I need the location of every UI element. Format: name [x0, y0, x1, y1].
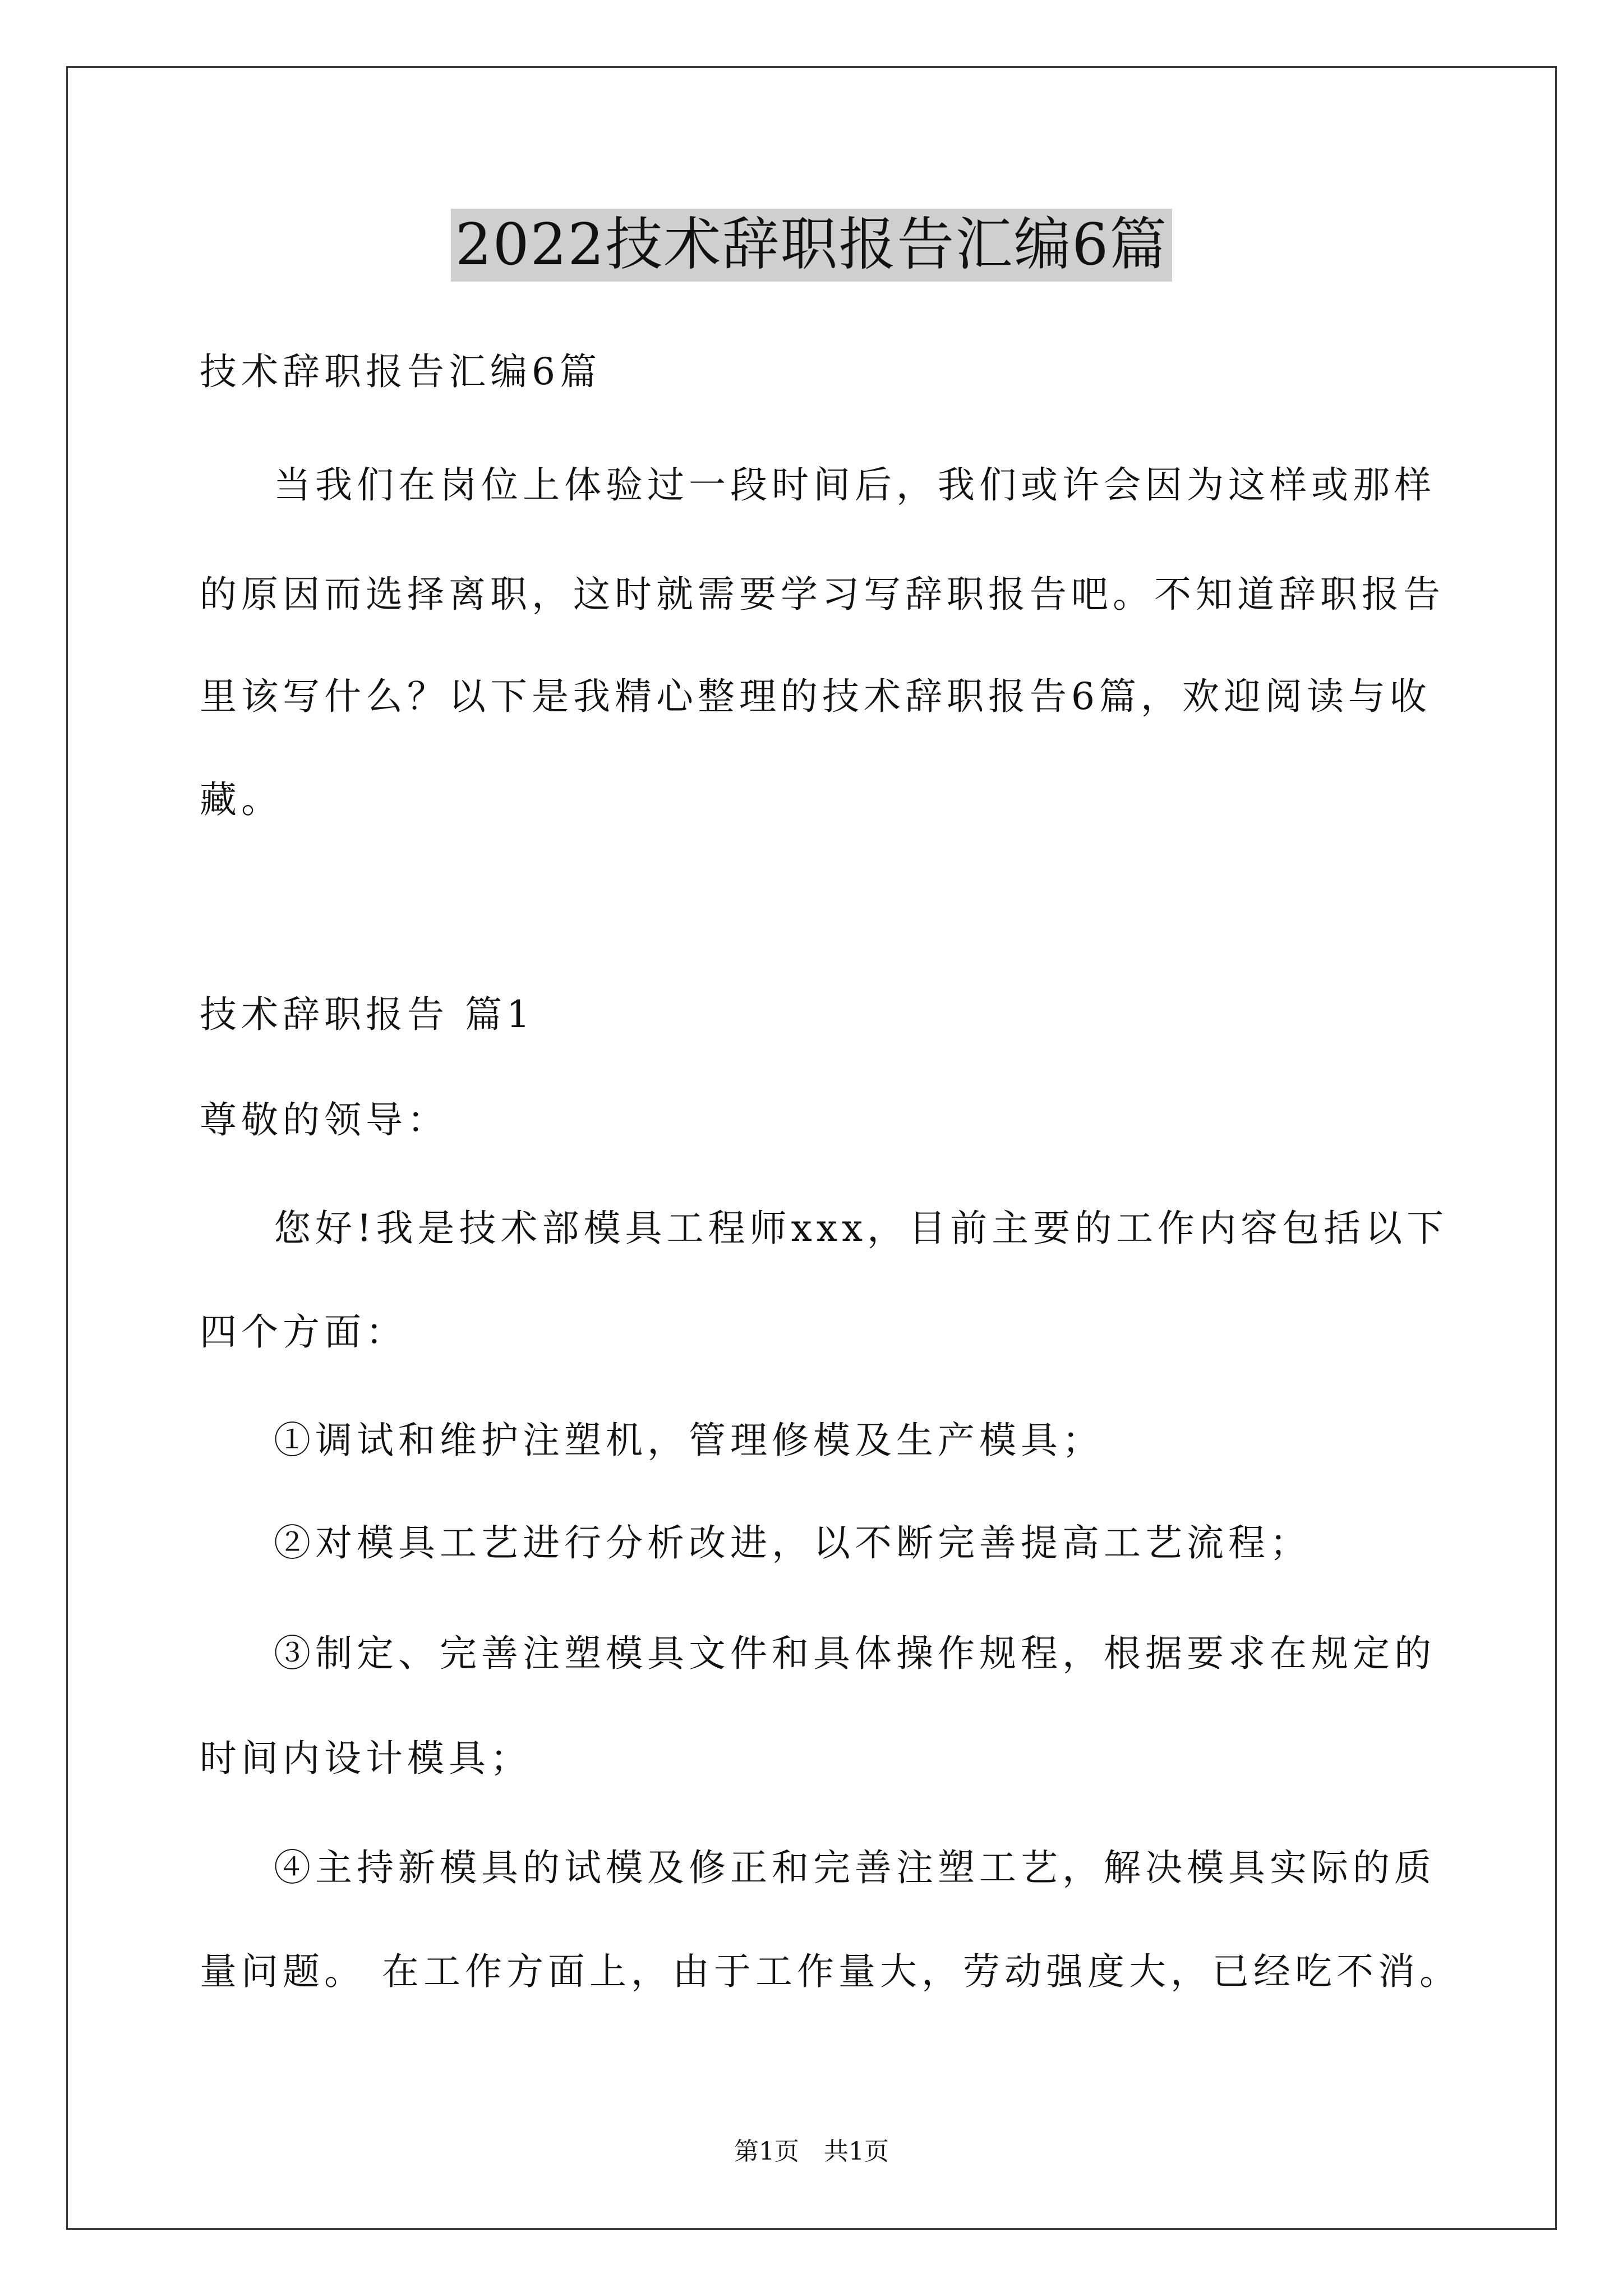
list-item-continuation: 量问题。 在工作方面上，由于工作量大，劳动强度大，已经吃不消。 [200, 1950, 1461, 1993]
paragraph-line: 里该写什么？以下是我精心整理的技术辞职报告6篇，欢迎阅读与收 [200, 675, 1431, 718]
paragraph-line: 藏。 [200, 778, 283, 821]
salutation: 尊敬的领导： [200, 1098, 449, 1142]
page-footer: 第1页 共1页 [734, 2137, 889, 2166]
list-item: ②对模具工艺进行分析改进，以不断完善提高工艺流程； [274, 1521, 1311, 1565]
title-container [0, 209, 1623, 282]
document-title: 2022技术辞职报告汇编6篇 [451, 209, 1172, 282]
list-item-continuation: 时间内设计模具； [200, 1737, 532, 1780]
paragraph-line: 四个方面： [200, 1310, 407, 1354]
list-item: ④主持新模具的试模及修正和完善注塑工艺，解决模具实际的质 [274, 1846, 1436, 1889]
paragraph-line: 您好!我是技术部模具工程师xxx，目前主要的工作内容包括以下 [274, 1207, 1449, 1250]
subtitle-line: 技术辞职报告汇编6篇 [200, 350, 601, 393]
paragraph-line: 当我们在岗位上体验过一段时间后，我们或许会因为这样或那样 [274, 463, 1436, 507]
list-item: ③制定、完善注塑模具文件和具体操作规程，根据要求在规定的 [274, 1632, 1436, 1675]
list-item: ①调试和维护注塑机，管理修模及生产模具； [274, 1419, 1104, 1462]
paragraph-line: 的原因而选择离职，这时就需要学习写辞职报告吧。不知道辞职报告 [200, 573, 1445, 616]
section-heading: 技术辞职报告 篇1 [200, 993, 534, 1036]
